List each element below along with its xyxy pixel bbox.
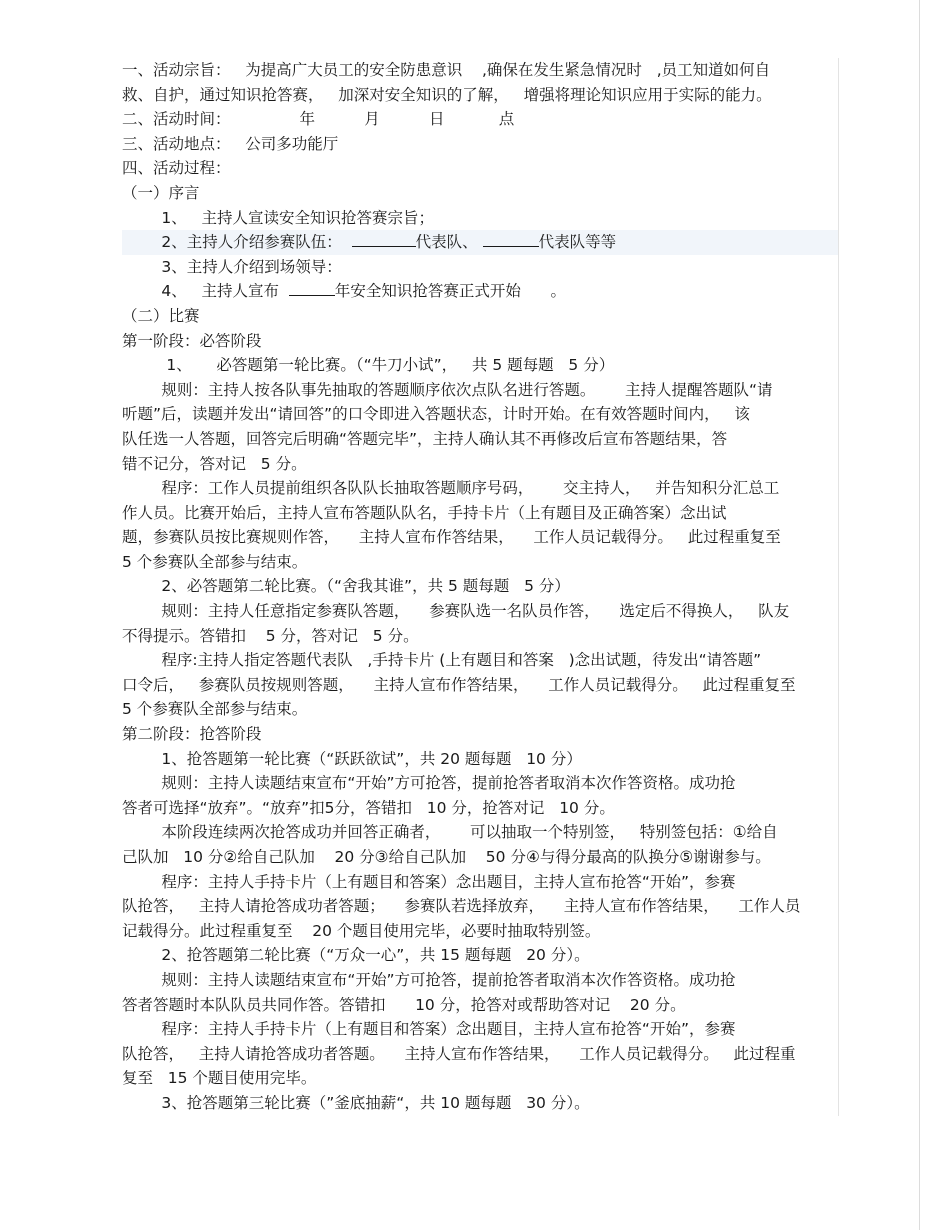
text-line: 三、活动地点： 公司多功能厅 — [122, 134, 339, 153]
text-line: 复至 15 个题目使用完毕。 — [122, 1069, 317, 1088]
text-line-announce — [122, 279, 838, 304]
text-line: （一）序言 — [122, 183, 200, 202]
announce-end: 。 — [550, 282, 567, 301]
text-line: 一、活动宗旨： 为提高广大员工的安全防患意识 ,确保在发生紧急情况时 ,员工知道如何自 — [122, 61, 771, 79]
text-line: 1、 必答题第一轮比赛。（“牛刀小试”， 共 5 题每题 5 分） — [122, 356, 615, 375]
text-line: 程序：主持人手持卡片（上有题目和答案）念出题目，主持人宣布抢答“开始”，参赛 — [122, 872, 736, 891]
text-line: 队任选一人答题，回答完后明确“答题完毕”，主持人确认其不再修改后宣布答题结果，答 — [122, 429, 728, 448]
text-line: 规则：主持人按各队事先抽取的答题顺序依次点队名进行答题。 主持人提醒答题队“请 — [122, 380, 773, 399]
text-line: 2、抢答题第二轮比赛（“万众一心”，共 15 题每题 20 分）。 — [122, 946, 590, 965]
page-edge-rule — [919, 0, 920, 1230]
text-line: 5 个参赛队全部参与结束。 — [122, 552, 308, 571]
text-line: 作人员。比赛开始后，主持人宣布答题队队名，手持卡片（上有题目及正确答案）念出试 — [122, 503, 727, 522]
year-blank — [289, 279, 335, 296]
text-line: 队抢答， 主持人请抢答成功者答题。 主持人宣布作答结果， 工作人员记载得分。 此过程重 — [122, 1044, 796, 1063]
text-line: 题，参赛队员按比赛规则作答， 主持人宣布作答结果， 工作人员记载得分。 此过程重复至 — [122, 528, 781, 547]
text-line: 答者可选择“放弃”。“放弃”扣5分，答错扣 10 分，抢答对记 10 分。 — [122, 798, 615, 817]
text-line: 2、必答题第二轮比赛。（“舍我其谁”，共 5 题每题 5 分） — [122, 577, 570, 596]
text-line: 本阶段连续两次抢答成功并回答正确者， 可以抽取一个特别签， 特别签包括：①给自 — [122, 823, 778, 842]
text-line: 程序：工作人员提前组织各队队长抽取答题顺序号码， 交主持人， 并告知积分汇总工 — [122, 479, 780, 498]
team-suffix-1: 代表队、 — [415, 233, 478, 252]
text-line: 听题”后，读题并发出“请回答”的口令即进入答题状态，计时开始。在有效答题时间内， 该 — [122, 405, 750, 424]
text-line: 规则：主持人读题结束宣布“开始”方可抢答，提前抢答者取消本次作答资格。成功抢 — [122, 774, 736, 793]
text-line: 口令后， 参赛队员按规则答题， 主持人宣布作答结果， 工作人员记载得分。 此过程重复至 — [122, 675, 796, 694]
text-line: 程序：主持人手持卡片（上有题目和答案）念出题目，主持人宣布抢答“开始”，参赛 — [122, 1020, 736, 1039]
text-line: 程序:主持人指定答题代表队 ,手持卡片 (上有题目和答案 )念出试题，待发出“请答题” — [122, 651, 762, 670]
text-line: （二）比赛 — [122, 306, 200, 325]
text-line: 规则：主持人任意指定参赛队答题， 参赛队选一名队员作答， 选定后不得换人， 队友 — [122, 602, 790, 621]
text-line: 记载得分。此过程重复至 20 个题目使用完毕，必要时抽取特别签。 — [122, 921, 601, 940]
document-body — [122, 58, 839, 1116]
team-name-blank — [483, 230, 539, 247]
text-line: 错不记分，答对记 5 分。 — [122, 454, 307, 473]
text-line: 3、抢答题第三轮比赛（”釜底抽薪“，共 10 题每题 30 分）。 — [122, 1093, 590, 1112]
text-line: 队抢答， 主持人请抢答成功者答题； 参赛队若选择放弃， 主持人宣布作答结果， 工作人员 — [122, 897, 801, 916]
text-line: 救、自护，通过知识抢答赛， 加深对安全知识的了解， 增强将理论知识应用于实际的能力。 — [122, 85, 772, 104]
announce-label: 4、 主持人宣布 — [122, 282, 280, 301]
text-line: 二、活动时间： 年 月 日 点 — [122, 110, 515, 129]
team-suffix-2: 代表队等等 — [538, 233, 617, 252]
text-line: 1、 主持人宣读安全知识抢答赛宗旨； — [122, 208, 435, 227]
text-line-team-intro — [122, 230, 838, 255]
team-intro-label: 2、主持人介绍参赛队伍： — [122, 233, 342, 252]
team-name-blank — [352, 230, 416, 247]
text-line: 5 个参赛队全部参与结束。 — [122, 700, 308, 719]
text-line: 己队加 10 分②给自己队加 20 分③给自己队加 50 分④与得分最高的队换分⑤谢谢参与。 — [122, 848, 771, 866]
text-line: 3、主持人介绍到场领导： — [122, 257, 342, 276]
text-line: 答者答题时本队队员共同作答。答错扣 10 分，抢答对或帮助答对记 20 分。 — [122, 995, 686, 1014]
announce-suffix: 年安全知识抢答赛正式开始 — [334, 282, 521, 301]
text-line: 第二阶段：抢答阶段 — [122, 725, 262, 744]
text-line: 四、活动过程： — [122, 159, 231, 178]
text-line: 1、抢答题第一轮比赛（“跃跃欲试”，共 20 题每题 10 分） — [122, 749, 582, 768]
text-line: 不得提示。答错扣 5 分，答对记 5 分。 — [122, 626, 419, 645]
text-line: 第一阶段：必答阶段 — [122, 331, 262, 350]
text-line: 规则：主持人读题结束宣布“开始”方可抢答，提前抢答者取消本次作答资格。成功抢 — [122, 970, 736, 989]
